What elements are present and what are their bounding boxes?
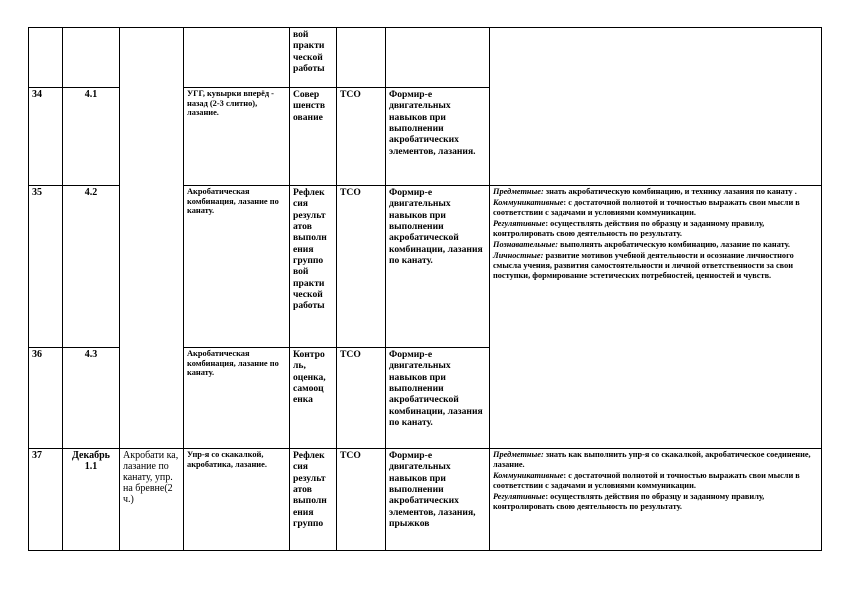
- lesson-number: 4.1: [63, 88, 120, 186]
- activity-description: Формир-е двигательных навыков при выполнении акробатической комбинации, лазания по канату.: [386, 348, 490, 449]
- control-type: Рефлек сия результ атов выполн ения группо: [290, 449, 337, 551]
- section-topic: [120, 28, 184, 449]
- uud-cognitive: Познавательные: выполнять акробатическую комбинацию, лазание по канату.: [493, 239, 790, 249]
- tso-cell: ТСО: [337, 88, 386, 186]
- control-type: Рефлек сия результ атов выполн ения группо вой практи ческой работы: [290, 186, 337, 348]
- row-number: 34: [29, 88, 63, 186]
- row-number: 37: [29, 449, 63, 551]
- control-type: вой практи ческой работы: [290, 28, 337, 88]
- lesson-number: 4.3: [63, 348, 120, 449]
- tso-cell: [337, 28, 386, 88]
- table-row: [29, 28, 822, 88]
- lesson-number: 4.2: [63, 186, 120, 348]
- activity-description: [386, 28, 490, 88]
- lesson-plan-table: [28, 27, 822, 551]
- uud-regulative: Регулятивные: осуществлять действия по образцу и заданному правилу, контролировать свою деятельность по результату.: [493, 218, 765, 238]
- uud-cell: [490, 449, 822, 551]
- activity-description: Формир-е двигательных навыков при выполнении акробатической комбинации, лазания по канату.: [386, 186, 490, 348]
- tso-cell: ТСО: [337, 348, 386, 449]
- control-type: Совер шенств ование: [290, 88, 337, 186]
- lesson-content: УГГ, кувырки вперёд - назад (2-3 слитно), лазание.: [184, 88, 290, 186]
- uud-cell: [490, 186, 822, 449]
- lesson-content: Акробатическая комбинация, лазание по канату.: [184, 186, 290, 348]
- uud-cell: [490, 28, 822, 186]
- lesson-content: Упр-я со скакалкой, акробатика, лазание.: [184, 449, 290, 551]
- lesson-content: Акробатическая комбинация, лазание по канату.: [184, 348, 290, 449]
- uud-personal: Личностные: развитие мотивов учебной деятельности и осознание личностного смысла учения, развития самостоятельности и личной ответственности за свои поступки, формирование эстетических потребностей, ценностей и чувств.: [493, 250, 794, 280]
- lesson-number: [63, 28, 120, 88]
- lesson-number: Декабрь 1.1: [63, 449, 120, 551]
- activity-description: Формир-е двигательных навыков при выполнении акробатических элементов, лазания, прыжков: [386, 449, 490, 551]
- tso-cell: ТСО: [337, 186, 386, 348]
- control-type: Контро ль, оценка, самооц енка: [290, 348, 337, 449]
- uud-subject: Предметные: знать как выполнить упр-я со скакалкой, акробатическое соединение, лазание.: [493, 450, 811, 469]
- lesson-content: [184, 28, 290, 88]
- section-topic: Акробати ка, лазание по канату, упр. на бревне(2 ч.): [120, 449, 184, 551]
- uud-regulative: Регулятивные: осуществлять действия по образцу и заданному правилу, контролировать свою деятельность по результату.: [493, 491, 765, 511]
- activity-description: Формир-е двигательных навыков при выполнении акробатических элементов, лазания.: [386, 88, 490, 186]
- row-number: 35: [29, 186, 63, 348]
- uud-communicative: Коммуникативные: с достаточной полнотой и точностью выражать свои мысли в соответствии с задачами и условиями коммуникации.: [493, 470, 800, 490]
- table-row: [29, 449, 822, 551]
- uud-subject: Предметные: знать акробатическую комбинацию, и технику лазания по канату .: [493, 187, 797, 196]
- row-number: 36: [29, 348, 63, 449]
- row-number: [29, 28, 63, 88]
- uud-communicative: Коммуникативные: с достаточной полнотой и точностью выражать свои мысли в соответствии с задачами и условиями коммуникации.: [493, 197, 800, 217]
- tso-cell: ТСО: [337, 449, 386, 551]
